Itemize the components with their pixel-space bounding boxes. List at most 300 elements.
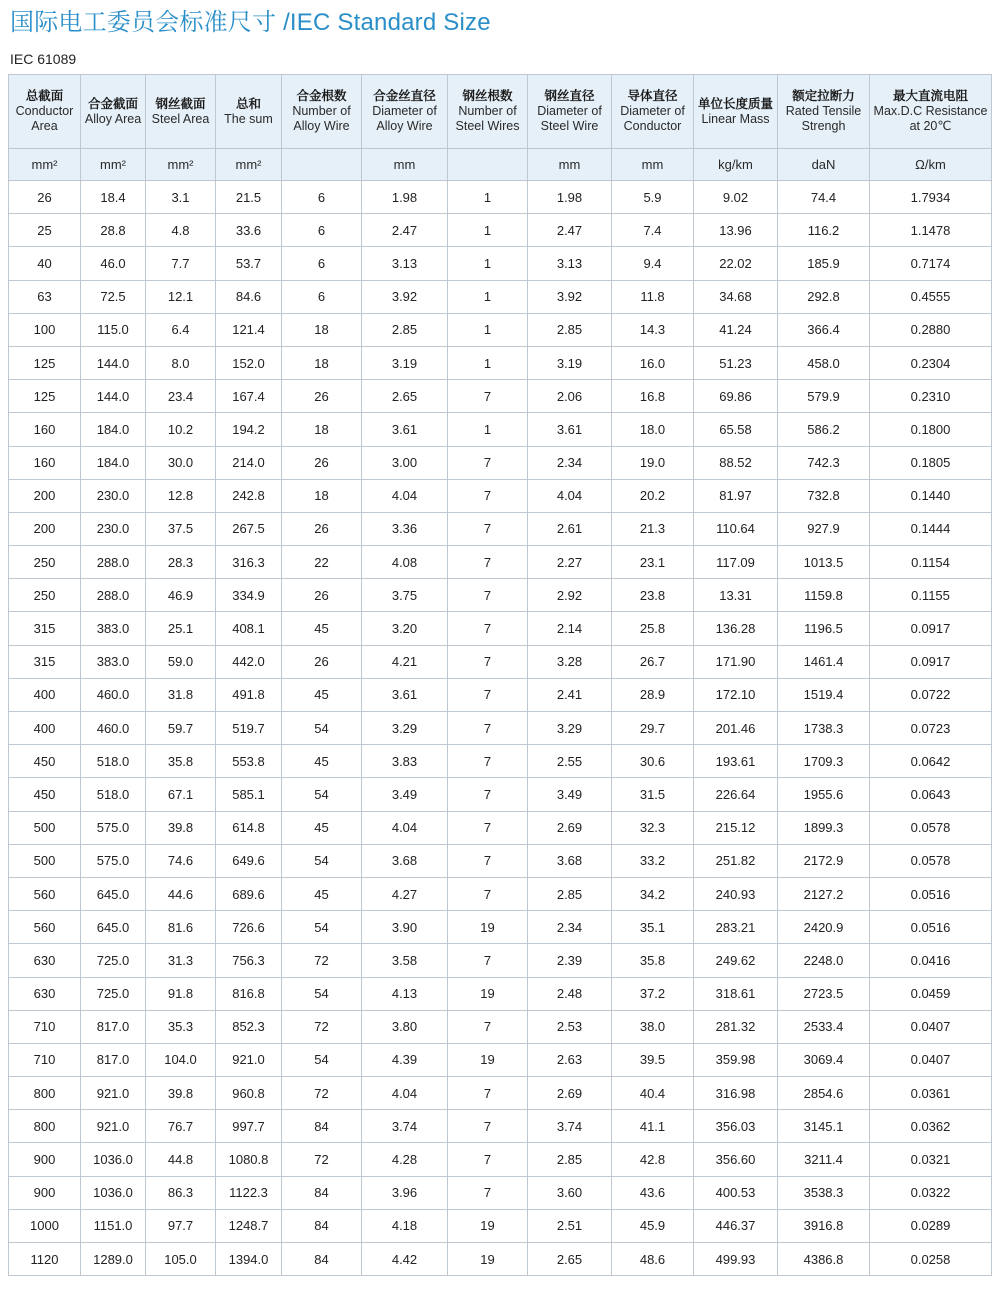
- table-cell: 26: [282, 512, 362, 545]
- table-cell: 1: [448, 247, 528, 280]
- table-cell: 35.8: [612, 944, 694, 977]
- table-cell: 19: [448, 911, 528, 944]
- table-cell: 0.1154: [870, 546, 992, 579]
- table-cell: 630: [9, 977, 81, 1010]
- table-cell: 45.9: [612, 1209, 694, 1242]
- table-cell: 22: [282, 546, 362, 579]
- table-cell: 35.1: [612, 911, 694, 944]
- table-cell: 267.5: [216, 512, 282, 545]
- table-cell: 84.6: [216, 280, 282, 313]
- table-cell: 1.98: [528, 181, 612, 214]
- table-cell: 5.9: [612, 181, 694, 214]
- table-cell: 7: [448, 811, 528, 844]
- table-cell: 54: [282, 977, 362, 1010]
- table-cell: 2533.4: [778, 1010, 870, 1043]
- table-cell: 3.13: [528, 247, 612, 280]
- column-unit: kg/km: [694, 149, 778, 181]
- table-cell: 316.98: [694, 1077, 778, 1110]
- column-unit: mm: [612, 149, 694, 181]
- table-cell: 19.0: [612, 446, 694, 479]
- table-cell: 614.8: [216, 811, 282, 844]
- table-cell: 726.6: [216, 911, 282, 944]
- table-cell: 45: [282, 745, 362, 778]
- table-cell: 518.0: [81, 745, 146, 778]
- table-cell: 579.9: [778, 380, 870, 413]
- column-header-zh: 额定拉断力: [792, 89, 855, 103]
- table-cell: 110.64: [694, 512, 778, 545]
- table-cell: 97.7: [146, 1209, 216, 1242]
- table-cell: 816.8: [216, 977, 282, 1010]
- table-cell: 7: [448, 579, 528, 612]
- table-cell: 6.4: [146, 313, 216, 346]
- table-cell: 35.8: [146, 745, 216, 778]
- table-cell: 4.42: [362, 1243, 448, 1276]
- table-cell: 7: [448, 745, 528, 778]
- table-cell: 356.60: [694, 1143, 778, 1176]
- table-cell: 0.1444: [870, 512, 992, 545]
- table-cell: 0.0321: [870, 1143, 992, 1176]
- table-cell: 4386.8: [778, 1243, 870, 1276]
- table-cell: 31.3: [146, 944, 216, 977]
- table-cell: 28.8: [81, 214, 146, 247]
- table-cell: 2.63: [528, 1043, 612, 1076]
- table-cell: 21.5: [216, 181, 282, 214]
- table-cell: 0.0516: [870, 911, 992, 944]
- table-cell: 383.0: [81, 645, 146, 678]
- table-cell: 7: [448, 712, 528, 745]
- table-cell: 25.8: [612, 612, 694, 645]
- table-cell: 12.1: [146, 280, 216, 313]
- table-cell: 81.6: [146, 911, 216, 944]
- table-cell: 3.20: [362, 612, 448, 645]
- table-row: [9, 380, 992, 413]
- table-cell: 2.55: [528, 745, 612, 778]
- table-cell: 26: [282, 579, 362, 612]
- table-cell: 1: [448, 313, 528, 346]
- table-cell: 38.0: [612, 1010, 694, 1043]
- table-cell: 125: [9, 346, 81, 379]
- table-cell: 649.6: [216, 844, 282, 877]
- table-row: [9, 844, 992, 877]
- table-cell: 500: [9, 811, 81, 844]
- table-cell: 45: [282, 612, 362, 645]
- table-cell: 3.68: [528, 844, 612, 877]
- table-cell: 16.8: [612, 380, 694, 413]
- table-cell: 1159.8: [778, 579, 870, 612]
- table-cell: 250: [9, 579, 81, 612]
- column-unit: Ω/km: [870, 149, 992, 181]
- column-header: [448, 75, 528, 149]
- table-cell: 2.39: [528, 944, 612, 977]
- table-cell: 400.53: [694, 1176, 778, 1209]
- table-cell: 3.74: [528, 1110, 612, 1143]
- table-cell: 117.09: [694, 546, 778, 579]
- table-cell: 2.14: [528, 612, 612, 645]
- table-cell: 4.04: [362, 811, 448, 844]
- table-cell: 1899.3: [778, 811, 870, 844]
- table-cell: 88.52: [694, 446, 778, 479]
- table-cell: 184.0: [81, 413, 146, 446]
- table-cell: 39.8: [146, 811, 216, 844]
- table-cell: 23.4: [146, 380, 216, 413]
- table-cell: 4.18: [362, 1209, 448, 1242]
- table-cell: 185.9: [778, 247, 870, 280]
- table-row: [9, 313, 992, 346]
- table-cell: 104.0: [146, 1043, 216, 1076]
- table-cell: 152.0: [216, 346, 282, 379]
- table-cell: 1: [448, 280, 528, 313]
- table-cell: 586.2: [778, 413, 870, 446]
- table-row: [9, 413, 992, 446]
- column-header-en: Rated Tensile Strengh: [785, 104, 862, 133]
- table-cell: 12.8: [146, 479, 216, 512]
- table-body: [9, 181, 992, 1276]
- table-cell: 72: [282, 1077, 362, 1110]
- table-cell: 7: [448, 1176, 528, 1209]
- table-row: [9, 712, 992, 745]
- table-cell: 0.0917: [870, 612, 992, 645]
- table-cell: 4.04: [528, 479, 612, 512]
- table-cell: 7: [448, 778, 528, 811]
- table-cell: 125: [9, 380, 81, 413]
- table-cell: 3.80: [362, 1010, 448, 1043]
- header-row: [9, 75, 992, 149]
- table-cell: 7: [448, 612, 528, 645]
- table-cell: 3.1: [146, 181, 216, 214]
- table-cell: 400: [9, 678, 81, 711]
- table-cell: 3.49: [528, 778, 612, 811]
- table-cell: 54: [282, 1043, 362, 1076]
- table-row: [9, 479, 992, 512]
- table-cell: 3.68: [362, 844, 448, 877]
- table-cell: 18: [282, 313, 362, 346]
- table-cell: 2.85: [528, 1143, 612, 1176]
- table-cell: 13.96: [694, 214, 778, 247]
- table-cell: 22.02: [694, 247, 778, 280]
- table-cell: 450: [9, 778, 81, 811]
- table-cell: 0.1800: [870, 413, 992, 446]
- table-cell: 7: [448, 645, 528, 678]
- table-cell: 167.4: [216, 380, 282, 413]
- table-cell: 84: [282, 1209, 362, 1242]
- column-header: [694, 75, 778, 149]
- table-cell: 292.8: [778, 280, 870, 313]
- table-cell: 460.0: [81, 678, 146, 711]
- table-cell: 499.93: [694, 1243, 778, 1276]
- table-cell: 72: [282, 944, 362, 977]
- table-cell: 172.10: [694, 678, 778, 711]
- table-cell: 2.27: [528, 546, 612, 579]
- table-cell: 2.48: [528, 977, 612, 1010]
- table-cell: 0.0723: [870, 712, 992, 745]
- table-cell: 242.8: [216, 479, 282, 512]
- table-cell: 3.96: [362, 1176, 448, 1209]
- table-row: [9, 778, 992, 811]
- table-cell: 1080.8: [216, 1143, 282, 1176]
- column-unit: mm²: [9, 149, 81, 181]
- column-header-zh: 钢丝直径: [544, 89, 595, 103]
- column-header-zh: 钢丝根数: [462, 89, 513, 103]
- table-cell: 575.0: [81, 811, 146, 844]
- table-cell: 383.0: [81, 612, 146, 645]
- table-cell: 6: [282, 280, 362, 313]
- table-cell: 63: [9, 280, 81, 313]
- table-cell: 500: [9, 844, 81, 877]
- column-header-zh: 单位长度质量: [697, 96, 773, 111]
- table-cell: 0.0578: [870, 844, 992, 877]
- table-cell: 2.06: [528, 380, 612, 413]
- table-cell: 18: [282, 413, 362, 446]
- column-header-en: The sum: [224, 111, 273, 126]
- table-row: [9, 1243, 992, 1276]
- table-cell: 3.28: [528, 645, 612, 678]
- table-cell: 9.4: [612, 247, 694, 280]
- table-cell: 2.65: [528, 1243, 612, 1276]
- page-title: 国际电工委员会标准尺寸 /IEC Standard Size: [10, 9, 491, 36]
- table-row: [9, 1143, 992, 1176]
- column-unit: mm²: [146, 149, 216, 181]
- table-cell: 171.90: [694, 645, 778, 678]
- column-header-zh: 合金截面: [87, 96, 138, 111]
- table-cell: 18: [282, 479, 362, 512]
- table-cell: 645.0: [81, 911, 146, 944]
- table-cell: 1248.7: [216, 1209, 282, 1242]
- table-cell: 0.0642: [870, 745, 992, 778]
- table-cell: 26: [282, 446, 362, 479]
- table-cell: 3.00: [362, 446, 448, 479]
- table-cell: 200: [9, 479, 81, 512]
- table-cell: 100: [9, 313, 81, 346]
- table-cell: 41.1: [612, 1110, 694, 1143]
- table-cell: 40.4: [612, 1077, 694, 1110]
- table-cell: 59.7: [146, 712, 216, 745]
- table-cell: 84: [282, 1243, 362, 1276]
- table-cell: 0.0722: [870, 678, 992, 711]
- table-cell: 6: [282, 181, 362, 214]
- table-cell: 553.8: [216, 745, 282, 778]
- table-cell: 0.0322: [870, 1176, 992, 1209]
- table-cell: 2.34: [528, 446, 612, 479]
- table-cell: 7: [448, 446, 528, 479]
- table-cell: 2.69: [528, 811, 612, 844]
- table-cell: 18: [282, 346, 362, 379]
- table-cell: 366.4: [778, 313, 870, 346]
- table-cell: 2248.0: [778, 944, 870, 977]
- table-cell: 4.39: [362, 1043, 448, 1076]
- table-cell: 1120: [9, 1243, 81, 1276]
- table-cell: 2.92: [528, 579, 612, 612]
- table-row: [9, 944, 992, 977]
- table-row: [9, 877, 992, 910]
- table-cell: 2854.6: [778, 1077, 870, 1110]
- table-cell: 40: [9, 247, 81, 280]
- table-cell: 18.0: [612, 413, 694, 446]
- table-cell: 39.5: [612, 1043, 694, 1076]
- table-cell: 240.93: [694, 877, 778, 910]
- table-cell: 20.2: [612, 479, 694, 512]
- table-cell: 2.85: [528, 877, 612, 910]
- table-cell: 288.0: [81, 579, 146, 612]
- table-cell: 72.5: [81, 280, 146, 313]
- table-cell: 645.0: [81, 877, 146, 910]
- table-cell: 37.2: [612, 977, 694, 1010]
- table-cell: 0.0258: [870, 1243, 992, 1276]
- table-cell: 921.0: [81, 1110, 146, 1143]
- column-header-zh: 钢丝截面: [155, 96, 206, 111]
- column-header-en: Diameter of Conductor: [620, 104, 685, 133]
- table-cell: 710: [9, 1010, 81, 1043]
- table-cell: 900: [9, 1176, 81, 1209]
- table-cell: 3.92: [528, 280, 612, 313]
- table-cell: 3.29: [362, 712, 448, 745]
- table-row: [9, 579, 992, 612]
- table-cell: 45: [282, 811, 362, 844]
- table-cell: 921.0: [216, 1043, 282, 1076]
- table-cell: 852.3: [216, 1010, 282, 1043]
- table-row: [9, 1209, 992, 1242]
- table-cell: 2.41: [528, 678, 612, 711]
- table-cell: 144.0: [81, 380, 146, 413]
- table-cell: 756.3: [216, 944, 282, 977]
- table-cell: 3.90: [362, 911, 448, 944]
- table-row: [9, 247, 992, 280]
- table-cell: 3.29: [528, 712, 612, 745]
- column-header: [146, 75, 216, 149]
- table-cell: 184.0: [81, 446, 146, 479]
- table-row: [9, 1043, 992, 1076]
- table-cell: 9.02: [694, 181, 778, 214]
- table-cell: 2.65: [362, 380, 448, 413]
- table-cell: 3.19: [528, 346, 612, 379]
- table-row: [9, 1110, 992, 1143]
- table-cell: 3.74: [362, 1110, 448, 1143]
- table-cell: 1036.0: [81, 1176, 146, 1209]
- table-cell: 54: [282, 911, 362, 944]
- table-cell: 1036.0: [81, 1143, 146, 1176]
- column-header-en: Diameter of Alloy Wire: [372, 104, 437, 133]
- table-cell: 725.0: [81, 944, 146, 977]
- table-cell: 28.3: [146, 546, 216, 579]
- table-row: [9, 446, 992, 479]
- table-cell: 318.61: [694, 977, 778, 1010]
- table-cell: 44.6: [146, 877, 216, 910]
- table-cell: 3.75: [362, 579, 448, 612]
- table-cell: 1: [448, 181, 528, 214]
- table-cell: 359.98: [694, 1043, 778, 1076]
- table-cell: 4.08: [362, 546, 448, 579]
- table-cell: 34.2: [612, 877, 694, 910]
- table-cell: 59.0: [146, 645, 216, 678]
- table-cell: 25.1: [146, 612, 216, 645]
- table-cell: 32.3: [612, 811, 694, 844]
- table-cell: 458.0: [778, 346, 870, 379]
- column-header: [778, 75, 870, 149]
- table-cell: 91.8: [146, 977, 216, 1010]
- table-cell: 48.6: [612, 1243, 694, 1276]
- table-cell: 0.0516: [870, 877, 992, 910]
- table-cell: 34.68: [694, 280, 778, 313]
- table-cell: 927.9: [778, 512, 870, 545]
- table-row: [9, 911, 992, 944]
- table-cell: 518.0: [81, 778, 146, 811]
- table-cell: 7: [448, 512, 528, 545]
- table-cell: 43.6: [612, 1176, 694, 1209]
- table-cell: 160: [9, 446, 81, 479]
- table-cell: 585.1: [216, 778, 282, 811]
- column-header-en: Number of Steel Wires: [455, 104, 520, 133]
- table-cell: 7: [448, 877, 528, 910]
- table-row: [9, 612, 992, 645]
- table-cell: 7: [448, 1010, 528, 1043]
- table-cell: 315: [9, 645, 81, 678]
- table-cell: 2.69: [528, 1077, 612, 1110]
- table-cell: 7: [448, 1077, 528, 1110]
- table-cell: 0.1440: [870, 479, 992, 512]
- table-cell: 3211.4: [778, 1143, 870, 1176]
- table-cell: 2172.9: [778, 844, 870, 877]
- table-cell: 200: [9, 512, 81, 545]
- table-cell: 51.23: [694, 346, 778, 379]
- column-header-zh: 合金根数: [296, 89, 347, 103]
- table-cell: 81.97: [694, 479, 778, 512]
- iec-standard-table: [8, 74, 992, 1276]
- table-cell: 817.0: [81, 1043, 146, 1076]
- table-row: [9, 512, 992, 545]
- table-cell: 0.0917: [870, 645, 992, 678]
- table-cell: 116.2: [778, 214, 870, 247]
- table-cell: 10.2: [146, 413, 216, 446]
- table-cell: 817.0: [81, 1010, 146, 1043]
- table-cell: 288.0: [81, 546, 146, 579]
- table-cell: 2.34: [528, 911, 612, 944]
- table-cell: 69.86: [694, 380, 778, 413]
- table-row: [9, 678, 992, 711]
- table-cell: 35.3: [146, 1010, 216, 1043]
- table-cell: 1: [448, 346, 528, 379]
- table-cell: 442.0: [216, 645, 282, 678]
- table-cell: 630: [9, 944, 81, 977]
- table-cell: 2.85: [362, 313, 448, 346]
- table-cell: 3.13: [362, 247, 448, 280]
- column-unit: mm²: [81, 149, 146, 181]
- table-cell: 53.7: [216, 247, 282, 280]
- column-header-zh: 合金丝直径: [373, 89, 436, 103]
- table-cell: 334.9: [216, 579, 282, 612]
- table-cell: 3.83: [362, 745, 448, 778]
- table-cell: 37.5: [146, 512, 216, 545]
- table-cell: 960.8: [216, 1077, 282, 1110]
- table-cell: 45: [282, 877, 362, 910]
- table-cell: 28.9: [612, 678, 694, 711]
- table-cell: 7.7: [146, 247, 216, 280]
- table-cell: 67.1: [146, 778, 216, 811]
- table-cell: 800: [9, 1077, 81, 1110]
- table-cell: 11.8: [612, 280, 694, 313]
- column-unit: mm: [362, 149, 448, 181]
- table-cell: 2127.2: [778, 877, 870, 910]
- table-cell: 3.36: [362, 512, 448, 545]
- table-cell: 3.60: [528, 1176, 612, 1209]
- table-cell: 144.0: [81, 346, 146, 379]
- table-cell: 6: [282, 247, 362, 280]
- table-cell: 84: [282, 1176, 362, 1209]
- table-cell: 3.49: [362, 778, 448, 811]
- table-row: [9, 546, 992, 579]
- table-cell: 72: [282, 1143, 362, 1176]
- table-cell: 2.61: [528, 512, 612, 545]
- table-cell: 1955.6: [778, 778, 870, 811]
- table-cell: 54: [282, 844, 362, 877]
